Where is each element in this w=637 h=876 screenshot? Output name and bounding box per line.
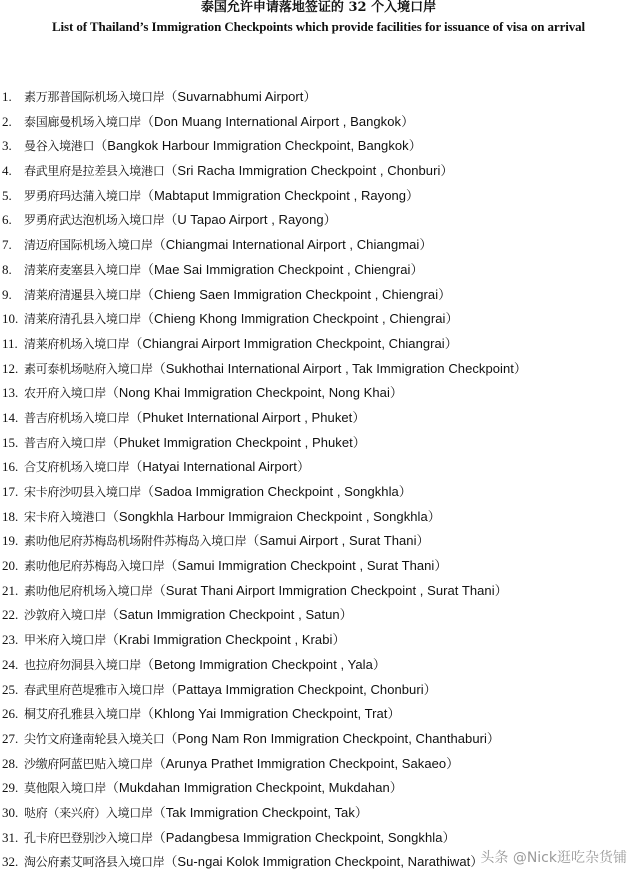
checkpoint-name-english: Su-ngai Kolok Immigration Checkpoint, Narathiwat xyxy=(177,854,471,870)
open-paren: （ xyxy=(152,583,166,599)
checkpoint-number: 15. xyxy=(2,434,19,450)
checkpoint-name-chinese: 清莱府清暹县入境口岸 xyxy=(24,287,142,302)
checkpoint-number: 9. xyxy=(2,286,12,302)
checkpoint-name-chinese: 素可泰机场哒府入境口岸 xyxy=(24,361,153,376)
close-paren: ） xyxy=(389,386,403,402)
close-paren: ） xyxy=(401,114,415,130)
checkpoint-name-chinese: 淘公府素艾呵洛县入境口岸 xyxy=(24,855,165,870)
checkpoint-list xyxy=(0,86,637,876)
checkpoint-number: 26. xyxy=(2,706,19,722)
checkpoint-line xyxy=(24,137,422,155)
checkpoint-item xyxy=(0,111,637,136)
open-paren: （ xyxy=(105,386,119,402)
checkpoint-number: 25. xyxy=(2,681,19,697)
close-paren: ） xyxy=(387,707,401,723)
open-paren: （ xyxy=(141,707,155,723)
checkpoint-line xyxy=(24,755,459,773)
open-paren: （ xyxy=(141,262,155,278)
checkpoint-item xyxy=(0,802,637,827)
open-paren: （ xyxy=(105,781,119,797)
checkpoint-item xyxy=(0,259,637,284)
checkpoint-name-chinese: 农开府入境口岸 xyxy=(24,386,106,401)
open-paren: （ xyxy=(164,731,178,747)
checkpoint-line xyxy=(24,532,430,550)
close-paren: ） xyxy=(354,805,368,821)
open-paren: （ xyxy=(141,312,155,328)
open-paren: （ xyxy=(141,657,155,673)
checkpoint-line xyxy=(24,236,432,254)
checkpoint-line xyxy=(24,335,458,353)
checkpoint-number: 18. xyxy=(2,508,19,524)
checkpoint-number: 20. xyxy=(2,558,19,574)
checkpoint-number: 21. xyxy=(2,582,19,598)
checkpoint-name-english: U Tapao Airport , Rayong xyxy=(177,212,324,228)
checkpoint-item xyxy=(0,777,637,802)
checkpoint-name-chinese: 曼谷入境港口 xyxy=(24,139,95,154)
checkpoint-name-english: Surat Thani Airport Immigration Checkpoint , Surat Thani xyxy=(165,582,495,598)
checkpoint-name-chinese: 尖竹文府逢南轮县入境关口 xyxy=(24,731,165,746)
open-paren: （ xyxy=(105,633,119,649)
checkpoint-number: 13. xyxy=(2,385,19,401)
checkpoint-name-english: Mabtaput Immigration Checkpoint , Rayong xyxy=(154,187,407,203)
checkpoint-name-chinese: 清莱府麦塞县入境口岸 xyxy=(24,262,142,277)
checkpoint-number: 27. xyxy=(2,730,19,746)
checkpoint-line xyxy=(24,829,456,847)
checkpoint-name-chinese: 莫他限入境口岸 xyxy=(24,781,106,796)
checkpoint-number: 22. xyxy=(2,607,19,623)
open-paren: （ xyxy=(164,855,178,871)
checkpoint-name-english: Chiangmai International Airport , Chiangmai xyxy=(165,237,420,253)
checkpoint-item xyxy=(0,506,637,531)
checkpoint-name-english: Don Muang International Airport , Bangkok xyxy=(154,113,402,129)
checkpoint-line xyxy=(24,804,368,822)
open-paren: （ xyxy=(129,410,143,426)
checkpoint-line xyxy=(24,187,419,205)
checkpoint-line xyxy=(24,261,423,279)
checkpoint-item xyxy=(0,308,637,333)
checkpoint-number: 24. xyxy=(2,656,19,672)
checkpoint-line xyxy=(24,434,366,452)
checkpoint-item xyxy=(0,358,637,383)
checkpoint-name-english: Tak Immigration Checkpoint, Tak xyxy=(165,804,355,820)
checkpoint-line xyxy=(24,360,527,378)
open-paren: （ xyxy=(141,485,155,500)
checkpoint-number: 19. xyxy=(2,533,19,549)
open-paren: （ xyxy=(105,608,119,624)
checkpoint-item xyxy=(0,481,637,506)
checkpoint-name-chinese: 也拉府勿洞县入境口岸 xyxy=(24,657,142,672)
checkpoint-item xyxy=(0,234,637,259)
checkpoint-line xyxy=(24,211,337,229)
close-paren: ） xyxy=(352,435,366,451)
open-paren: （ xyxy=(152,805,166,821)
checkpoint-name-english: Sadoa Immigration Checkpoint , Songkhla xyxy=(154,484,399,499)
checkpoint-name-english: Krabi Immigration Checkpoint , Krabi xyxy=(118,632,333,648)
checkpoint-item xyxy=(0,407,637,432)
checkpoint-line xyxy=(24,286,451,304)
checkpoint-line xyxy=(24,458,310,476)
close-paren: ） xyxy=(486,731,500,747)
checkpoint-name-chinese: 甲米府入境口岸 xyxy=(24,633,106,648)
checkpoint-line xyxy=(24,779,403,797)
checkpoint-line xyxy=(24,730,500,748)
checkpoint-item xyxy=(0,555,637,580)
close-paren: ） xyxy=(440,164,454,180)
checkpoint-name-chinese: 哒府（来兴府）入境口岸 xyxy=(24,805,153,820)
checkpoint-number: 7. xyxy=(2,237,12,253)
open-paren: （ xyxy=(152,238,166,254)
open-paren: （ xyxy=(129,336,143,352)
close-paren: ） xyxy=(303,90,317,105)
checkpoint-number: 12. xyxy=(2,360,19,376)
checkpoint-name-english: Sukhothai International Airport , Tak Immigration Checkpoint xyxy=(165,360,514,376)
open-paren: （ xyxy=(152,756,166,772)
checkpoint-number: 31. xyxy=(2,829,19,845)
close-paren: ） xyxy=(427,509,441,525)
checkpoint-name-english: Phuket Immigration Checkpoint , Phuket xyxy=(118,434,353,450)
checkpoint-name-chinese: 宋卡府入境港口 xyxy=(24,509,106,524)
checkpoint-name-chinese: 沙敦府入境口岸 xyxy=(24,608,106,623)
close-paren: ） xyxy=(446,756,460,772)
checkpoint-name-english: Suvarnabhumi Airport xyxy=(177,89,304,104)
open-paren: （ xyxy=(129,460,143,476)
close-paren: ） xyxy=(339,608,353,624)
watermark-text: 头条 @Nick逛吃杂货铺 xyxy=(480,850,627,866)
open-paren: （ xyxy=(141,287,155,303)
checkpoint-name-english: Samui Immigration Checkpoint , Surat Thani xyxy=(177,558,435,574)
checkpoint-name-chinese: 素叻他尼府苏梅岛入境口岸 xyxy=(24,559,165,574)
checkpoint-line xyxy=(24,483,412,501)
checkpoint-line xyxy=(24,681,437,699)
checkpoint-name-english: Chiangrai Airport Immigration Checkpoint, Chiangrai xyxy=(142,335,445,351)
checkpoint-number: 6. xyxy=(2,212,12,228)
checkpoint-name-english: Satun Immigration Checkpoint , Satun xyxy=(118,607,340,623)
checkpoint-name-english: Samui Airport , Surat Thani xyxy=(259,533,417,549)
checkpoint-line xyxy=(24,656,386,674)
checkpoint-number: 3. xyxy=(2,138,12,154)
checkpoint-name-chinese: 清迈府国际机场入境口岸 xyxy=(24,238,153,253)
checkpoint-name-english: Betong Immigration Checkpoint , Yala xyxy=(154,656,373,672)
checkpoint-item xyxy=(0,86,637,111)
checkpoint-number: 29. xyxy=(2,780,19,796)
checkpoint-line xyxy=(24,113,414,131)
checkpoint-item xyxy=(0,160,637,185)
checkpoint-line xyxy=(24,582,508,600)
checkpoint-line xyxy=(24,606,353,624)
checkpoint-name-chinese: 孔卡府巴登别沙入境口岸 xyxy=(24,830,153,845)
checkpoint-number: 1. xyxy=(2,89,12,104)
checkpoint-name-chinese: 沙缴府阿蓝巴贴入境口岸 xyxy=(24,756,153,771)
checkpoint-name-english: Sri Racha Immigration Checkpoint , Chonburi xyxy=(177,163,441,179)
checkpoint-line xyxy=(24,705,400,723)
checkpoint-item xyxy=(0,432,637,457)
checkpoint-name-chinese: 素叻他尼府机场入境口岸 xyxy=(24,583,153,598)
checkpoint-name-chinese: 春武里府是拉差县入境港口 xyxy=(24,164,165,179)
checkpoint-item xyxy=(0,654,637,679)
checkpoint-item xyxy=(0,580,637,605)
checkpoint-name-chinese: 普吉府机场入境口岸 xyxy=(24,410,130,425)
checkpoint-item xyxy=(0,185,637,210)
checkpoint-name-english: Arunya Prathet Immigration Checkpoint, Sakaeo xyxy=(165,755,447,771)
checkpoint-name-english: Chieng Saen Immigration Checkpoint , Chiengrai xyxy=(154,286,439,302)
checkpoint-item xyxy=(0,753,637,778)
checkpoint-item xyxy=(0,333,637,358)
checkpoint-item xyxy=(0,135,637,160)
checkpoint-name-english: Padangbesa Immigration Checkpoint, Songkhla xyxy=(165,829,443,845)
checkpoint-name-chinese: 桐艾府孔雅县入境口岸 xyxy=(24,707,142,722)
open-paren: （ xyxy=(152,830,166,846)
open-paren: （ xyxy=(164,164,178,180)
open-paren: （ xyxy=(105,435,119,451)
checkpoint-name-chinese: 罗勇府武达泡机场入境口岸 xyxy=(24,213,165,228)
checkpoint-name-chinese: 春武里府芭堤雅市入境口岸 xyxy=(24,682,165,697)
document-title-english: List of Thailand’s Immigration Checkpoints which provide facilities for issuance of visa on arrival xyxy=(51,19,586,34)
close-paren: ） xyxy=(416,534,430,550)
checkpoint-name-english: Songkhla Harbour Immigraion Checkpoint , Songkhla xyxy=(118,508,428,524)
checkpoint-item xyxy=(0,604,637,629)
checkpoint-name-chinese: 罗勇府玛达蒲入境口岸 xyxy=(24,188,142,203)
checkpoint-number: 4. xyxy=(2,163,12,179)
checkpoint-item xyxy=(0,629,637,654)
open-paren: （ xyxy=(141,114,155,130)
checkpoint-name-chinese: 泰国廊曼机场入境口岸 xyxy=(24,114,142,129)
checkpoint-name-chinese: 素叻他尼府苏梅岛机场附件苏梅岛入境口岸 xyxy=(24,534,247,549)
checkpoint-number: 32. xyxy=(2,854,19,870)
open-paren: （ xyxy=(164,559,178,575)
checkpoint-name-english: Hatyai International Airport xyxy=(142,459,297,475)
close-paren: ） xyxy=(398,485,412,500)
checkpoint-number: 23. xyxy=(2,632,19,648)
checkpoint-number: 30. xyxy=(2,804,19,820)
close-paren: ） xyxy=(444,336,458,352)
open-paren: （ xyxy=(105,509,119,525)
checkpoint-name-chinese: 合艾府机场入境口岸 xyxy=(24,460,130,475)
checkpoint-name-english: Phuket International Airport , Phuket xyxy=(142,409,353,425)
checkpoint-name-chinese: 素万那普国际机场入境口岸 xyxy=(24,90,165,104)
checkpoint-line xyxy=(24,631,345,649)
close-paren: ） xyxy=(438,287,452,303)
close-paren: ） xyxy=(352,410,366,426)
checkpoint-line xyxy=(24,557,447,575)
checkpoint-name-chinese: 普吉府入境口岸 xyxy=(24,435,106,450)
open-paren: （ xyxy=(141,188,155,204)
checkpoint-number: 14. xyxy=(2,409,19,425)
checkpoint-name-english: Mukdahan Immigration Checkpoint, Mukdahan xyxy=(118,780,390,796)
open-paren: （ xyxy=(164,682,178,698)
close-paren: ） xyxy=(372,657,386,673)
close-paren: ） xyxy=(389,781,403,797)
checkpoint-number: 8. xyxy=(2,261,12,277)
open-paren: （ xyxy=(152,361,166,377)
close-paren: ） xyxy=(513,361,527,377)
checkpoint-number: 11. xyxy=(2,335,18,351)
close-paren: ） xyxy=(406,188,420,204)
checkpoint-number: 16. xyxy=(2,459,19,475)
checkpoint-item xyxy=(0,456,637,481)
checkpoint-item xyxy=(0,679,637,704)
close-paren: ） xyxy=(410,262,424,278)
open-paren: （ xyxy=(164,90,178,105)
close-paren: ） xyxy=(494,583,508,599)
checkpoint-number: 2. xyxy=(2,113,12,129)
checkpoint-line xyxy=(24,162,453,180)
checkpoint-name-english: Khlong Yai Immigration Checkpoint, Trat xyxy=(154,706,388,722)
close-paren: ） xyxy=(434,559,448,575)
checkpoint-number: 28. xyxy=(2,755,19,771)
checkpoint-name-chinese: 清莱府机场入境口岸 xyxy=(24,336,130,351)
checkpoint-item xyxy=(0,728,637,753)
checkpoint-name-english: Nong Khai Immigration Checkpoint, Nong Khai xyxy=(118,385,390,401)
checkpoint-name-english: Bangkok Harbour Immigration Checkpoint, Bangkok xyxy=(107,138,409,154)
checkpoint-item xyxy=(0,703,637,728)
checkpoint-line xyxy=(24,384,403,402)
checkpoint-name-english: Pong Nam Ron Immigration Checkpoint, Chanthaburi xyxy=(177,730,487,746)
close-paren: ） xyxy=(442,830,456,846)
checkpoint-line xyxy=(24,508,441,526)
checkpoint-name-english: Chieng Khong Immigration Checkpoint , Chiengrai xyxy=(154,311,446,327)
checkpoint-item xyxy=(0,530,637,555)
close-paren: ） xyxy=(423,682,437,698)
checkpoint-name-chinese: 清莱府清孔县入境口岸 xyxy=(24,312,142,327)
watermark xyxy=(480,847,627,867)
checkpoint-number: 5. xyxy=(2,187,12,203)
open-paren: （ xyxy=(164,213,178,229)
open-paren: （ xyxy=(246,534,260,550)
checkpoint-item xyxy=(0,284,637,309)
checkpoint-name-chinese: 宋卡府沙叨县入境口岸 xyxy=(24,485,142,499)
document-title-chinese: 泰国允许申请落地签证的 32 个入境口岸 xyxy=(200,0,437,15)
checkpoint-number: 17. xyxy=(2,484,19,499)
close-paren: ） xyxy=(470,855,484,871)
close-paren: ） xyxy=(332,633,346,649)
checkpoint-line xyxy=(24,88,316,106)
open-paren: （ xyxy=(94,139,108,155)
close-paren: ） xyxy=(323,213,337,229)
checkpoint-name-english: Pattaya Immigration Checkpoint, Chonburi xyxy=(177,681,424,697)
checkpoint-item xyxy=(0,382,637,407)
checkpoint-name-english: Mae Sai Immigration Checkpoint , Chiengrai xyxy=(154,261,411,277)
checkpoint-line xyxy=(24,409,365,427)
close-paren: ） xyxy=(419,238,433,254)
checkpoint-line xyxy=(24,853,483,871)
close-paren: ） xyxy=(408,139,422,155)
close-paren: ） xyxy=(296,460,310,476)
checkpoint-item xyxy=(0,209,637,234)
close-paren: ） xyxy=(445,312,459,328)
checkpoint-line xyxy=(24,310,458,328)
checkpoint-number: 10. xyxy=(2,311,19,327)
